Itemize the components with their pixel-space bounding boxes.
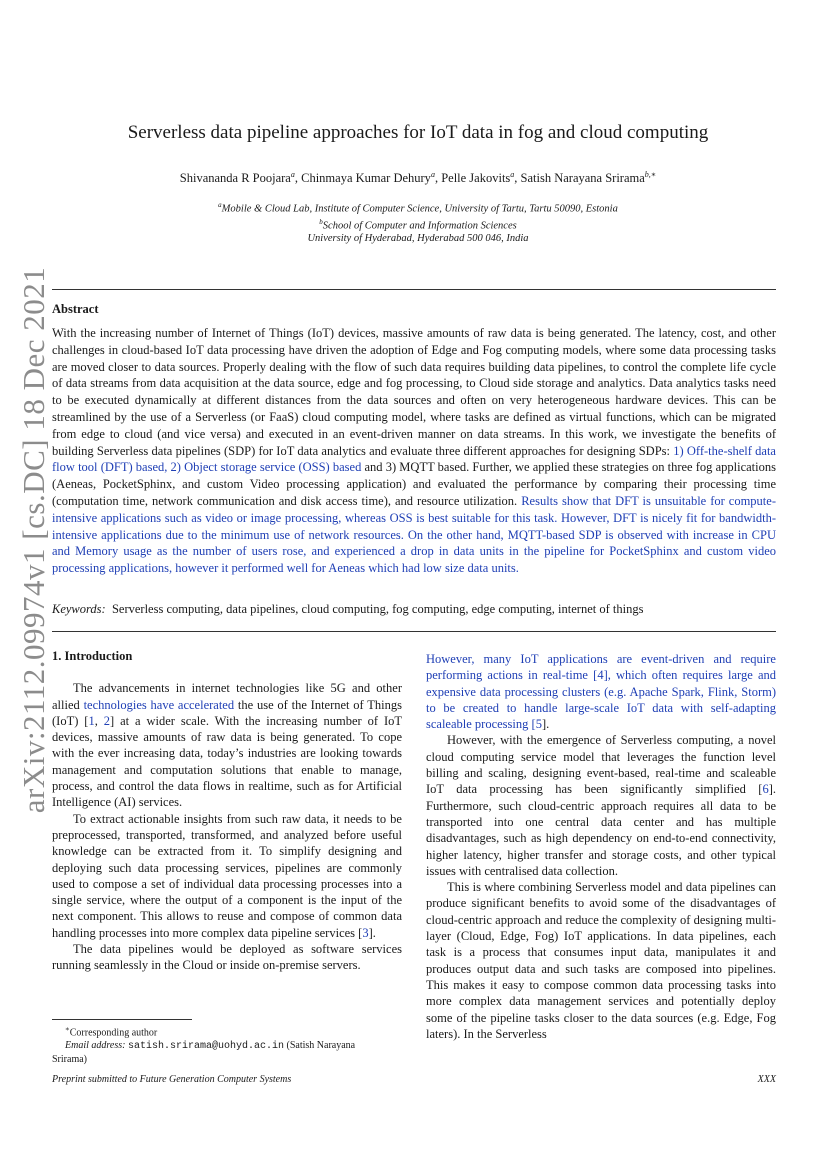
footnotes <box>52 1023 392 1066</box>
footer-journal: Preprint submitted to Future Generation Computer Systems <box>52 1074 292 1085</box>
affiliation-b: $^b$School of Computer and Information Sciences <box>319 217 517 231</box>
footnote-rule <box>52 1019 192 1020</box>
citation-link[interactable]: 2 <box>103 713 110 728</box>
abstract-top-rule <box>52 289 776 290</box>
citation-link[interactable]: 4 <box>597 668 604 683</box>
abstract-heading: Abstract <box>52 302 99 316</box>
abstract-highlight: 1) Off-the-shelf data flow tool (DFT) based, 2) Object storage service (OSS) based <box>52 443 776 475</box>
citation-link[interactable]: 1 <box>88 713 95 728</box>
keywords-text: Serverless computing, data pipelines, cloud computing, fog computing, edge computing, internet of things <box>111 602 644 616</box>
author-affil-mark: a <box>290 170 295 179</box>
author-name: Shivananda R Poojara <box>179 171 291 186</box>
paragraph: The advancements in internet technologies like 5G and other allied technologies have accelerated the use of the Internet of Things (IoT) [1, 2] at a wider scale. With the increasing number of IoT devices, massive amounts of raw data is being generated. To cope with the ever increasing data, today’s industries are looking towards management and computation solutions that enable to manage, process, and control the data flows in realtime, such as for Artificial Intelligence (AI) services. <box>52 681 403 810</box>
author-name: Satish Narayana Srirama <box>520 171 645 186</box>
paragraph: However, many IoT applications are event-driven and require performing actions in real-time [4], which often requires large and expensive data processing clusters (e.g. Apache Spark, Flink, Storm) to be created to handle large-scale IoT data with self-adapting scaleable processing [5]. <box>426 652 776 732</box>
author-affil-mark: b,∗ <box>644 170 657 179</box>
citation-link[interactable]: 5 <box>535 717 542 732</box>
author-name: Chinmaya Kumar Dehury <box>301 171 431 186</box>
author-name: Pelle Jakovits <box>441 171 511 186</box>
affiliation-a: $^a$Mobile & Cloud Lab, Institute of Computer Science, University of Tartu, Tartu 50090, Estonia <box>218 201 618 215</box>
footnote-email-cont: Srirama) <box>52 1054 87 1066</box>
paragraph: This is where combining Serverless model and data pipelines can produce significant benefits to avoid some of the disadvantages of cloud-centric approach and reduce the complexity of designing multi-layer (Cloud, Edge, Fog) IoT applications. In data pipelines, each task is a process that consumes input data, manipulates it and produces output data and such tasks are composed into pipelines. This makes it easy to compose common data processing tasks into more complex data management services and potentially deploy some of the pipeline tasks closer to the data sources (e.g. Edge, Fog laters). In the Serverless <box>426 880 776 1041</box>
citation-link[interactable]: 3 <box>362 925 369 940</box>
keywords-label: Keywords: <box>52 602 106 616</box>
paragraph: The data pipelines would be deployed as software services running seamlessly in the Cloud or inside on-premise servers. <box>52 942 402 973</box>
section-heading: 1. Introduction <box>52 649 133 663</box>
author-list: Shivananda R Poojara$^a$, Chinmaya Kumar Dehury$^a$, Pelle Jakovits$^a$, Satish Narayana Srirama$^{b,∗}$ <box>179 170 657 186</box>
abstract-bottom-rule <box>52 631 776 632</box>
footnote-email: Email address: satish.srirama@uohyd.ac.in (Satish Narayana <box>65 1040 356 1053</box>
keywords <box>52 602 776 617</box>
right-column <box>426 651 776 1042</box>
abstract-highlight: Results show that DFT is unsuitable for compute-intensive applications such as video or image processing, whereas OSS is best suitable for this task. However, DFT is nicely fit for bandwidth-intensive applications due to the minimum use of network resources. On the other hand, MQTT-based SDP is observed with increase in CPU and Memory usage as the number of users rose, and experienced a drop in data units in the pipeline for PocketSphinx and custom video processing applications, however it performed well for Aeneas which had low size data units. <box>52 493 776 576</box>
left-column <box>52 648 402 974</box>
affiliation-b-line2: University of Hyderabad, Hyderabad 500 046, India <box>307 233 529 244</box>
affiliations <box>60 199 776 245</box>
arxiv-stamp <box>14 190 54 890</box>
footer-page-mark: XXX <box>757 1074 776 1085</box>
paragraph: However, with the emergence of Serverless computing, a novel cloud computing service model that leverages the function level billing and scaling, designing event-based, real-time and scaleable IoT data processing has been significantly simplified [6]. Furthermore, such cloud-centric approach requires all data to be transported into one central data center and has multiple disadvantages, such as high dependency on end-to-end connectivity, higher latency, higher transfer and storage costs, and other typical issues with centralised data collection. <box>426 733 776 878</box>
citation-link[interactable]: 6 <box>762 782 769 797</box>
footnote-corresponding: ∗Corresponding author <box>65 1025 158 1039</box>
abstract-body: With the increasing number of Internet of Things (IoT) devices, massive amounts of raw data is being generated. The latency, cost, and other challenges in cloud-based IoT data processing have driven the adoption of Edge and Fog computing models, where some data processing tasks are moved closer to data sources. Properly dealing with the flow of such data requires building data pipelines, to control the complete life cycle of data streams from data acquisition at the data source, edge and fog processing, to Cloud side storage and analytics. Data analytics tasks need to be executed dynamically at different distances from the data sources and often on very heterogeneous hardware devices. This can be streamlined by the use of a Serverless (or FaaS) cloud computing model, where tasks are defined as virtual functions, which can be migrated from edge to cloud (and vice versa) and executed in an event-driven manner on data streams. In this work, we investigate the benefits of building Serverless data pipelines (SDP) for IoT data analytics and evaluate three different approaches for designing SDPs: 1) Off-the-shelf data flow tool (DFT) based, 2) Object storage service (OSS) based and 3) MQTT based. Further, we applied these strategies on three fog applications (Aeneas, PocketSphinx, and custom Video processing application) and evaluated the performance by comparing their processing time (computation time, network communication and disk access time), and resource utilization. Results show that DFT is unsuitable for compute-intensive applications such as video or image processing, whereas OSS is best suitable for this task. However, DFT is nicely fit for bandwidth-intensive applications due to the minimum use of network resources. On the other hand, MQTT-based SDP is observed with increase in CPU and Memory usage as the number of users rose, and experienced a drop in data units in the pipeline for PocketSphinx and custom video processing applications, however it performed well for Aeneas which had low size data units. <box>52 326 776 576</box>
arxiv-id: arXiv:2112.09974v1 [cs.DC] 18 Dec 2021 <box>16 266 51 814</box>
email-address[interactable]: satish.srirama@uohyd.ac.in <box>127 1041 284 1053</box>
author-affil-mark: a <box>510 170 515 179</box>
paragraph: To extract actionable insights from such raw data, it needs to be preprocessed, transported, transformed, and analyzed before useful knowledge can be extracted from it. To simplify designing and deploying such data processing services, pipelines are commonly used to compose a set of individual data processing processes into a single service, where the output of a component is the input of the next component. This allows to reuse and compose of common data handling processes into more complex data pipeline services [3]. <box>52 811 402 940</box>
paper-title: Serverless data pipeline approaches for IoT data in fog and cloud computing <box>127 122 709 143</box>
author-affil-mark: a <box>430 170 435 179</box>
